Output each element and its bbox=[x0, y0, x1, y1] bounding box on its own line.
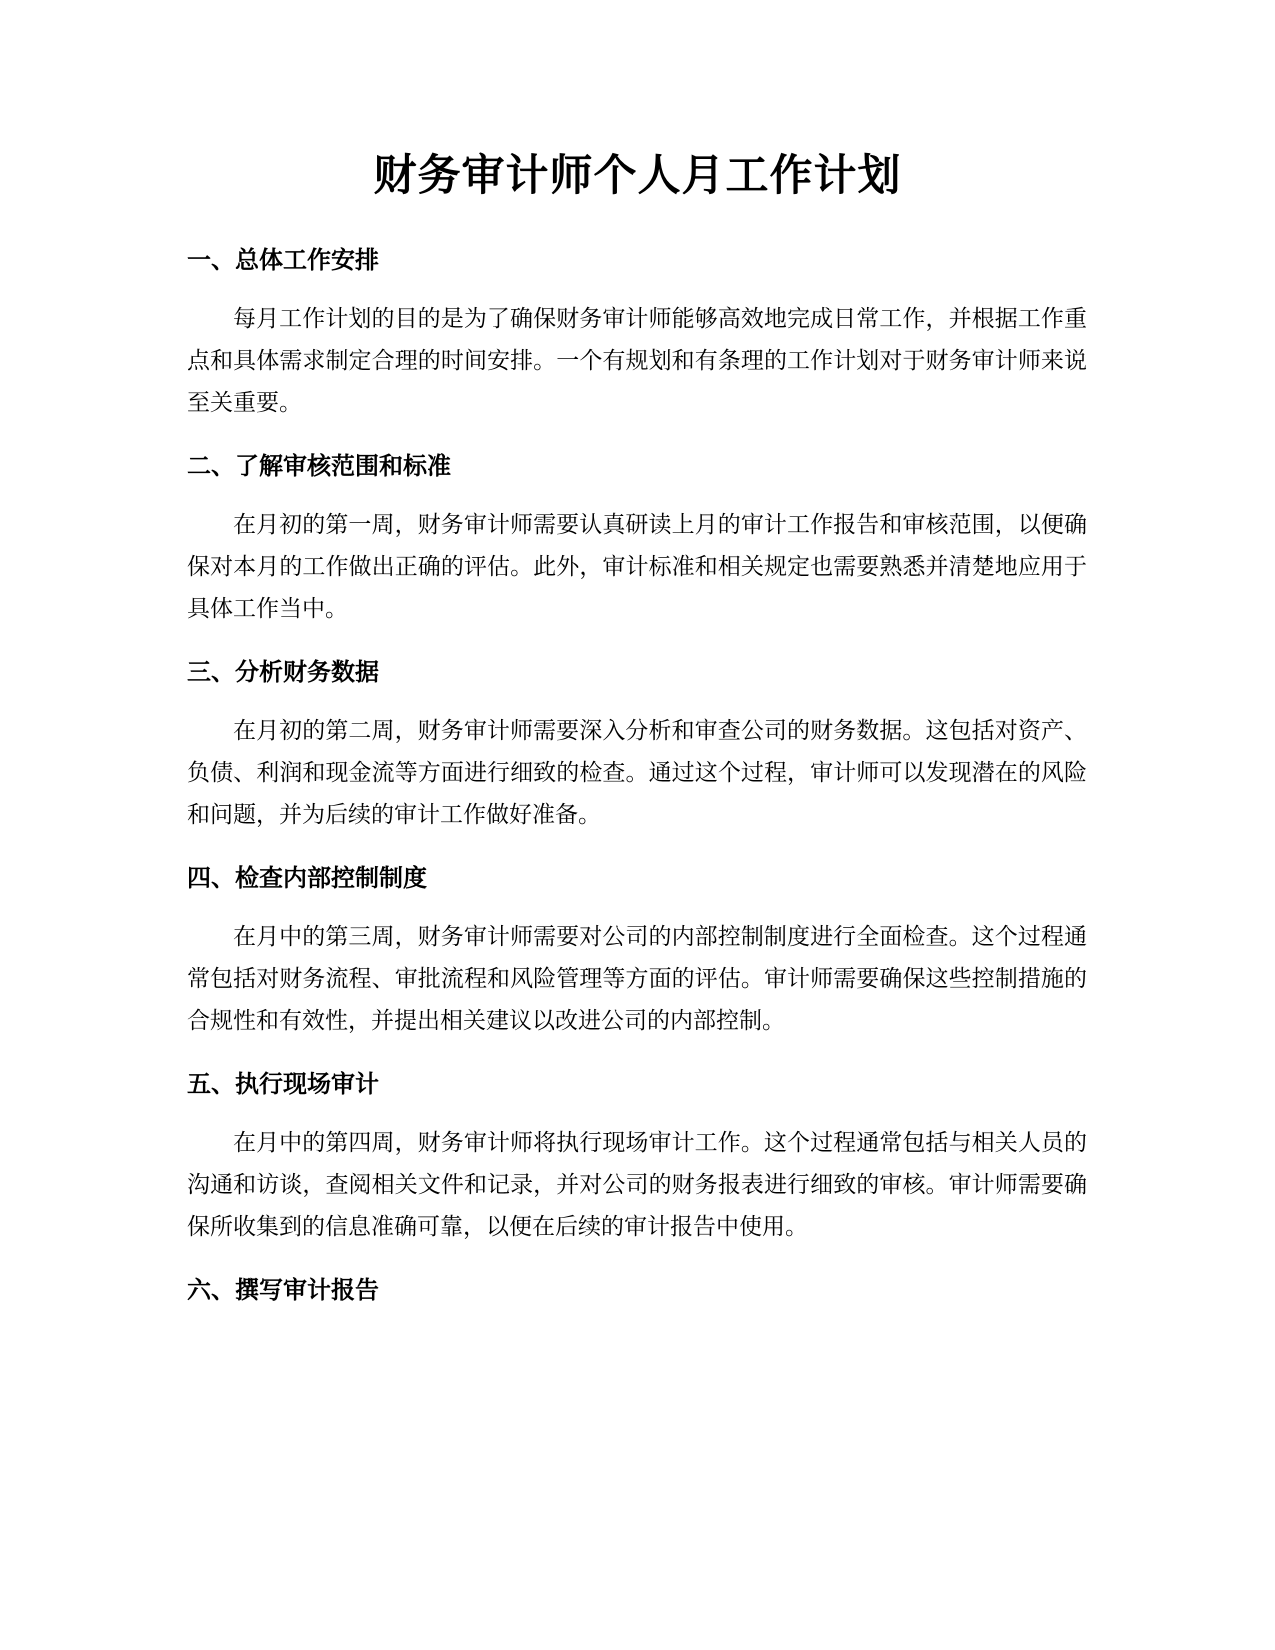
section-audit-report bbox=[187, 1274, 1087, 1306]
section-heading: 五、执行现场审计 bbox=[187, 1070, 379, 1098]
section-paragraph: 在月中的第三周，财务审计师需要对公司的内部控制制度进行全面检查。这个过程通常包括对财务流程、审批流程和风险管理等方面的评估。审计师需要确保这些控制措施的合规性和有效性，并提出相关建议以改进公司的内部控制。 bbox=[187, 924, 1087, 1034]
section-internal-control bbox=[187, 862, 1087, 1042]
section-overall-arrangement bbox=[187, 244, 1087, 424]
section-paragraph: 在月初的第二周，财务审计师需要深入分析和审查公司的财务数据。这包括对资产、负债、利润和现金流等方面进行细致的检查。通过这个过程，审计师可以发现潜在的风险和问题，并为后续的审计工作做好准备。 bbox=[187, 718, 1087, 828]
section-heading: 六、撰写审计报告 bbox=[187, 1276, 379, 1304]
section-heading: 二、了解审核范围和标准 bbox=[187, 452, 451, 480]
section-paragraph: 在月中的第四周，财务审计师将执行现场审计工作。这个过程通常包括与相关人员的沟通和访谈，查阅相关文件和记录，并对公司的财务报表进行细致的审核。审计师需要确保所收集到的信息准确可靠，以便在后续的审计报告中使用。 bbox=[187, 1130, 1087, 1240]
document-title: 财务审计师个人月工作计划 bbox=[373, 151, 902, 201]
section-paragraph: 每月工作计划的目的是为了确保财务审计师能够高效地完成日常工作，并根据工作重点和具体需求制定合理的时间安排。一个有规划和有条理的工作计划对于财务审计师来说至关重要。 bbox=[187, 306, 1087, 416]
section-heading: 三、分析财务数据 bbox=[187, 658, 379, 686]
document-body bbox=[187, 244, 1087, 1306]
section-heading: 一、总体工作安排 bbox=[187, 246, 379, 274]
section-audit-scope bbox=[187, 450, 1087, 630]
section-financial-analysis bbox=[187, 656, 1087, 836]
section-field-audit bbox=[187, 1068, 1087, 1248]
section-paragraph: 在月初的第一周，财务审计师需要认真研读上月的审计工作报告和审核范围，以便确保对本月的工作做出正确的评估。此外，审计标准和相关规定也需要熟悉并清楚地应用于具体工作当中。 bbox=[187, 512, 1087, 622]
section-heading: 四、检查内部控制制度 bbox=[187, 864, 427, 892]
